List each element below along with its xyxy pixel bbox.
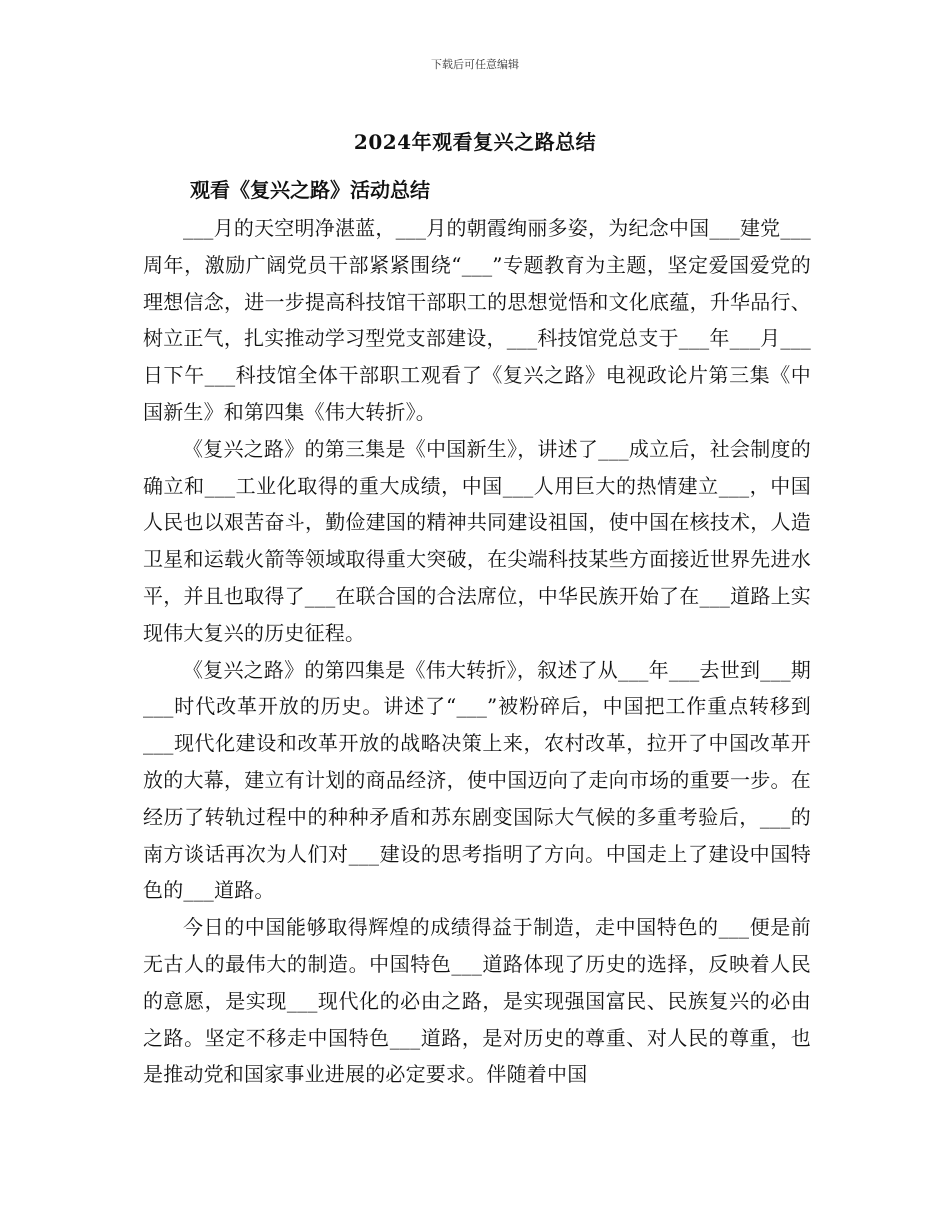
paragraph-2: 《复兴之路》的第三集是《中国新生》，讲述了___成立后，社会制度的确立和___工业化取得的重大成绩，中国___人用巨大的热情建立___，中国人民也以艰苦奋斗，勤俭建国的精神共同建设祖国，使中国在核技术，人造卫星和运载火箭等领域取得重大突破，在尖端科技某些方面接近世界先进水平，并且也取得了___在联合国的合法席位，中华民族开始了在___道路上实现伟大复兴的历史征程。 [143, 436, 811, 645]
paragraph-4: 今日的中国能够取得辉煌的成绩得益于制造，走中国特色的___便是前无古人的最伟大的制造。中国特色___道路体现了历史的选择，反映着人民的意愿，是实现___现代化的必由之路，是实现强国富民、民族复兴的必由之路。坚定不移走中国特色___道路，是对历史的尊重、对人民的尊重，也是推动党和国家事业进展的必定要求。伴随着中国 [143, 915, 811, 1087]
body-text [143, 210, 811, 1093]
document-title: 2024年观看复兴之路总结 [353, 130, 597, 154]
header-note: 下载后可任意编辑 [431, 58, 519, 71]
paragraph-3: 《复兴之路》的第四集是《伟大转折》，叙述了从___年___去世到___期___时代改革开放的历史。讲述了“___”被粉碎后，中国把工作重点转移到___现代化建设和改革开放的战略决策上来，农村改革，拉开了中国改革开放的大幕，建立有计划的商品经济，使中国迈向了走向市场的重要一步。在经历了转轨过程中的种种矛盾和苏东剧变国际大气候的多重考验后，___的南方谈话再次为人们对___建设的思考指明了方向。中国走上了建设中国特色的___道路。 [143, 657, 811, 903]
section-subtitle: 观看《复兴之路》活动总结 [190, 178, 430, 202]
paragraph-1: ___月的天空明净湛蓝，___月的朝霞绚丽多姿，为纪念中国___建党___周年，激励广阔党员干部紧紧围绕“___”专题教育为主题，坚定爱国爱党的理想信念，进一步提高科技馆干部职工的思想觉悟和文化底蕴，升华品行、树立正气，扎实推动学习型党支部建设，___科技馆党总支于___年___月___日下午___科技馆全体干部职工观看了《复兴之路》电视政论片第三集《中国新生》和第四集《伟大转折》。 [143, 216, 811, 424]
